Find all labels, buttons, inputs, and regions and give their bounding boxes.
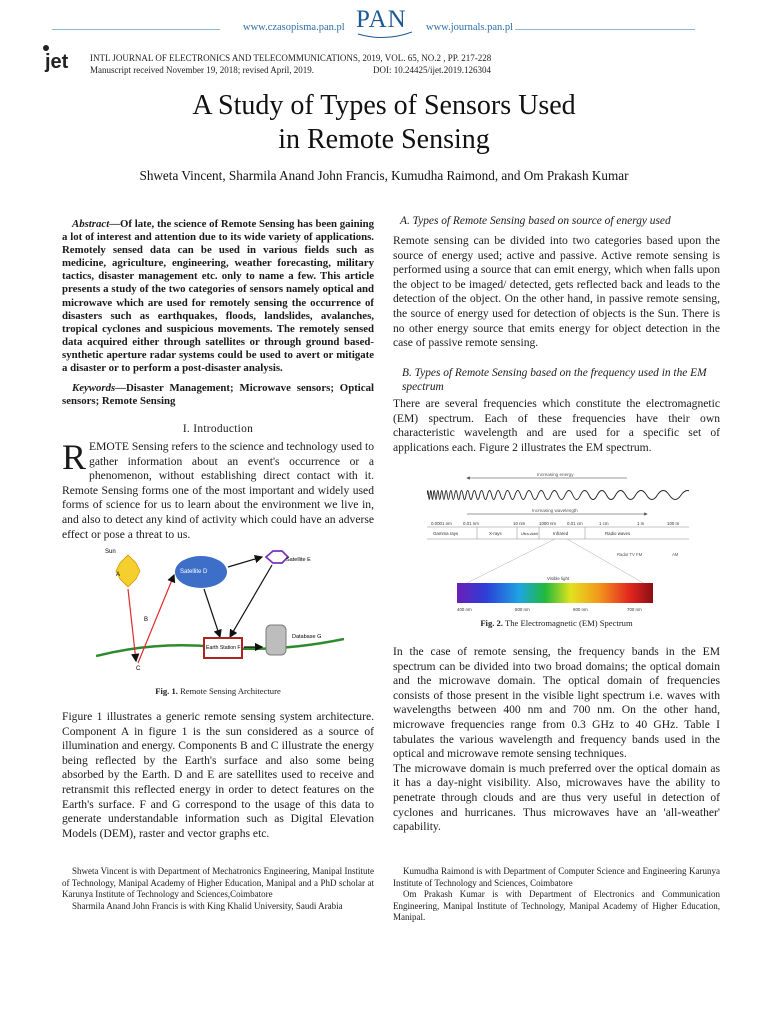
am-label: AM (672, 552, 679, 557)
visible-spectrum-bar (457, 583, 653, 603)
figure-2-caption-label: Fig. 2. (480, 618, 503, 628)
abstract-label: Abstract (72, 218, 110, 230)
scale-label: 1 cm (599, 521, 609, 526)
pan-logo: PAN (356, 6, 407, 33)
header-rule-right (515, 29, 695, 30)
paragraph-d-text: The microwave domain is much preferred over the optical domain as it has a day-night visibility. Also, microwaves have the ability to penetrate through clouds and are thus very useful in detection of cyclones and hurricanes. Thus microwaves have an 'all-weather' capability. (393, 761, 720, 834)
intro-paragraph-2 (62, 710, 374, 841)
keywords-label: Keywords (72, 382, 116, 394)
visible-light-label: Visible light (547, 576, 570, 581)
database-label: Database G (292, 634, 322, 640)
band-label: X-rays (489, 531, 502, 536)
satellite-e-label: Satellite E (286, 557, 311, 563)
scale-label: 100 m (667, 521, 680, 526)
paragraph-c-text: In the case of remote sensing, the frequency bands in the EM spectrum can be divided into two broad domains; the optical domain and the microwave domain. The optical domain of frequencies consists of those present in the visible light spectrum i.e. waves with wavelengths between 400 nm and 700 nm. On the other hand, microwave frequencies range from 0.3 GHz to 40 GHz. Table I tabulates the various wavelength and frequency bands used in the optical and microwave remote sensing techniques. (393, 645, 720, 761)
sun-component-a: A (116, 572, 121, 578)
figure-2-caption (393, 618, 720, 628)
database-g (266, 625, 286, 655)
band-label: Radio waves (605, 531, 631, 536)
manuscript-dates: Manuscript received November 19, 2018; revised April, 2019. (90, 65, 314, 75)
footnote-kumudha: Kumudha Raimond is with Department of Computer Science and Engineering Karunya Institute of Technology and Sciences, Coimbatore (393, 866, 720, 888)
visible-tick-label: 600 nm (573, 607, 588, 612)
visible-tick-label: 700 nm (627, 607, 642, 612)
paragraph-frequency-domains (393, 645, 720, 835)
footnotes-left (62, 866, 374, 912)
sun-label: Sun (105, 549, 116, 555)
doi[interactable]: DOI: 10.24425/ijet.2019.126304 (373, 65, 491, 75)
satellite-d-label: Satellite D (180, 569, 208, 575)
visible-tick-label: 400 nm (457, 607, 472, 612)
journal-citation: INTL JOURNAL OF ELECTRONICS AND TELECOMMUNICATIONS, 2019, VOL. 65, NO.2 , PP. 217-228 (90, 53, 492, 63)
paragraph-b-text: There are several frequencies which constitute the electromagnetic (EM) spectrum. Each of these frequencies have their own characteristic wavelength and are used for a specific set of applications each. Figure 2 illustrates the EM spectrum. (393, 397, 720, 454)
paper-title-line2: in Remote Sensing (278, 124, 490, 155)
scale-label: 10 nm (513, 521, 526, 526)
abstract (62, 218, 374, 375)
visible-tick-label: 500 nm (515, 607, 530, 612)
subsection-heading-a: A. Types of Remote Sensing based on source of energy used (400, 215, 671, 227)
dropcap-r: R (62, 437, 87, 477)
footnote-om-prakash: Om Prakash Kumar is with Department of Electronics and Communication Engineering, Manipal Institute of Technology, Manipal Academy of Higher Education, Manipal. (393, 889, 720, 923)
increasing-energy-label: Increasing energy (537, 472, 574, 477)
figure-2-caption-text: The Electromagnetic (EM) Spectrum (505, 618, 633, 628)
sun-shape (116, 555, 140, 587)
intro-paragraph-1 (62, 437, 374, 542)
intro-text-2: Figure 1 illustrates a generic remote sensing system architecture. Component A in figure 1 is the sun considered as a source of illumination and energy. Components B and C illustrate the energy being reflected by the Earth's surface and also some being absorbed by the Earth. D and E are satellites used to receive and retransmit this reflected energy in order to detect features on the Earth's surface. F and G correspond to the usage of this data to generate understandable information such as Digital Elevation Models (DEM), raster and vector graphs etc. (62, 710, 374, 840)
keywords (62, 382, 374, 408)
jet-logo: jet (45, 51, 69, 73)
section-heading-introduction: I. Introduction (182, 423, 254, 435)
footnotes-right (393, 866, 720, 924)
scale-label: 0.01 cm (567, 521, 583, 526)
abstract-text: —Of late, the science of Remote Sensing has been gaining a lot of interest and attention due to its wide variety of applications. Remotely sensed data can be used in various fields such as medicine, agriculture, engineering, weather forecasting, military tactics, disaster management etc. only to name a few. This article presents a study of the two categories of sensors namely optical and microwave which are used for remotely sensing the occurrence of disasters such as earthquakes, floods, landslides, avalanches, tropical cyclones and suspicious movements. The remotely sensed data acquired either through satellites or through ground based- synthetic aperture radar systems could be used to avert or mitigate a disaster or to perform a post-disaster analysis. (62, 218, 374, 375)
url-left-link[interactable]: www.czasopisma.pan.pl (243, 22, 345, 33)
scale-label: 0.01 nm (463, 521, 479, 526)
radio-sub-label: Radar TV FM (617, 552, 643, 557)
paper-title-line1: A Study of Types of Sensors Used (192, 90, 576, 121)
band-label: Ultra-violet (521, 532, 539, 536)
component-b-label: B (144, 617, 149, 623)
subsection-heading-b: B. Types of Remote Sensing based on the frequency used in the EM spectrum (402, 367, 707, 393)
scale-label: 1 m (637, 521, 645, 526)
band-label: Infrared (553, 531, 569, 536)
figure-1-caption-text: Remote Sensing Architecture (180, 686, 281, 696)
paragraph-a-text: Remote sensing can be divided into two categories based upon the source of energy used; active and passive. Active remote sensing is performed using a source that can emit energy, which when falls upon the object to be imaged/ detected, gets reflected back and leads to the detection of the object. On the other hand, in passive remote sensing, the source of energy used for detection of objects is the Sun. There is no other energy source that emits energy for object detection in the case of passive remote sensing. (393, 234, 720, 350)
figure-2-em-spectrum (427, 470, 689, 616)
url-right-link[interactable]: www.journals.pan.pl (426, 22, 514, 33)
earth-station-label: Earth Station F (206, 645, 241, 651)
keywords-text: —Disaster Management; Microwave sensors; Optical sensors; Remote Sensing (62, 382, 374, 408)
paragraph-em-spectrum (393, 397, 720, 455)
intro-text-1: EMOTE Sensing refers to the science and technology used to gather information about an event's occurrence or a phenomenon, without establishing direct contact with it. Remote Sensing forms one of the most important and widely used forms of science for us to learn about the environment we live in, and also to detect any kind of activity which could have an adverse effect or pose a threat to us. (62, 440, 374, 541)
figure-1-diagram (96, 543, 344, 678)
component-c-label: C (136, 666, 141, 672)
paragraph-active-passive (393, 234, 720, 351)
scale-label: 0.0001 nm (431, 521, 452, 526)
figure-1-caption-label: Fig. 1. (155, 686, 178, 696)
author-list: Shweta Vincent, Sharmila Anand John Francis, Kumudha Raimond, and Om Prakash Kumar (139, 168, 629, 183)
scale-label: 1000 nm (539, 521, 557, 526)
increasing-wavelength-label: Increasing wavelength (532, 508, 578, 513)
footnote-sharmila: Sharmila Anand John Francis is with King Khalid University, Saudi Arabia (72, 900, 343, 911)
footnote-shweta: Shweta Vincent is with Department of Mechatronics Engineering, Manipal Institute of Technology, Manipal Academy of Higher Education, Manipal and a PhD scholar at Karunya Institute of Technology and Sciences,Coimbatore (62, 866, 374, 900)
band-label: Gamma rays (433, 531, 459, 536)
figure-1-caption (62, 686, 374, 696)
pan-logo-swoosh (352, 6, 418, 40)
header-rule-left (52, 29, 220, 30)
satellite-e (266, 551, 288, 563)
